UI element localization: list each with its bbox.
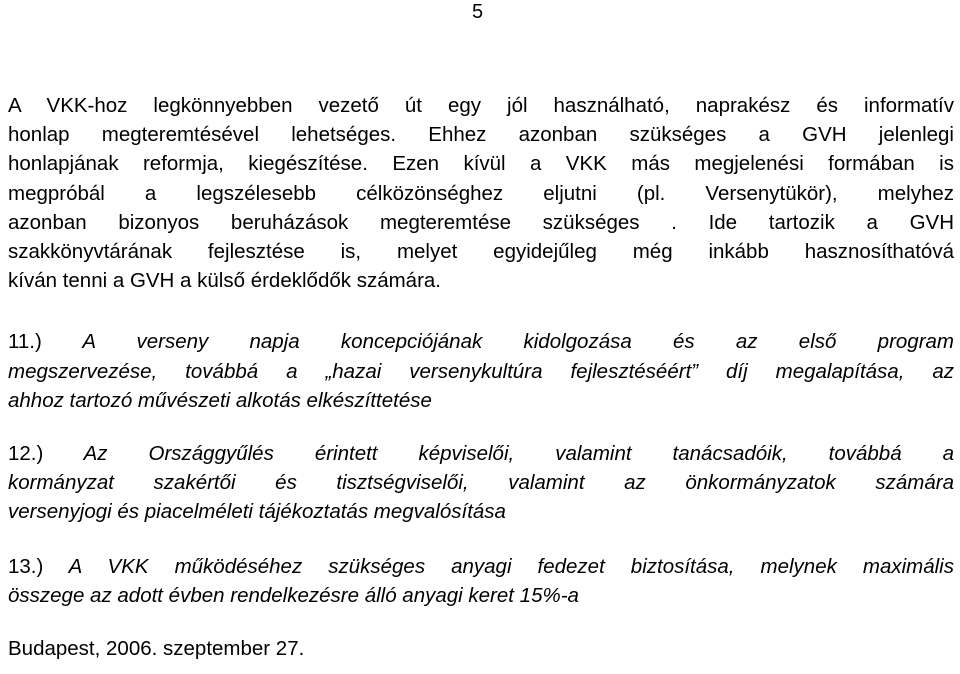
item-13-text: A VKK működéséhez szükséges anyagi fedezet biztosítása, melynek maximális: [68, 554, 954, 578]
item-12-paragraph: [8, 439, 954, 527]
intro-line: A VKK-hoz legkönnyebben vezető út egy jól használható, naprakész és informatív: [8, 94, 954, 117]
intro-line: honlapjának reformja, kiegészítése. Ezen kívül a VKK más megjelenési formában is: [8, 152, 954, 176]
intro-paragraph: [8, 91, 954, 295]
closing-paragraph: [8, 634, 954, 663]
item-13-number: 13.): [8, 554, 44, 578]
intro-line: szakkönyvtárának fejlesztése is, melyet egyidejűleg még inkább hasznosíthatóvá: [8, 240, 954, 264]
item-11-line: ahhoz tartozó művészeti alkotás elkészíttetése: [8, 388, 432, 412]
item-12-line: kormányzat szakértői és tisztségviselői, valamint az önkormányzatok számára: [8, 471, 954, 495]
intro-line: honlap megteremtésével lehetséges. Ehhez azonban szükséges a GVH jelenlegi: [8, 123, 954, 147]
item-13-line: összege az adott évben rendelkezésre álló anyagi keret 15%-a: [8, 583, 579, 607]
intro-line: kíván tenni a GVH a külső érdeklődők számára.: [8, 269, 441, 293]
place-date: Budapest, 2006. szeptember 27.: [8, 637, 305, 661]
intro-line: azonban bizonyos beruházások megteremtése szükséges . Ide tartozik a GVH: [8, 210, 954, 234]
intro-line: megpróbál a legszélesebb célközönséghez eljutni (pl. Versenytükör), melyhez: [8, 181, 954, 205]
item-12-line: versenyjogi és piacelméleti tájékoztatás megvalósítása: [8, 500, 506, 524]
item-12-number: 12.): [8, 442, 44, 466]
item-11-paragraph: [8, 327, 954, 415]
item-11-text: A verseny napja koncepciójának kidolgozása és az első program: [82, 330, 954, 354]
item-13-paragraph: [8, 552, 954, 610]
item-12-line: [8, 439, 954, 468]
item-11-number: 11.): [8, 330, 42, 354]
item-12-text: Az Országgyűlés érintett képviselői, valamint tanácsadóik, továbbá a: [83, 442, 954, 466]
page-number: 5: [472, 1, 484, 23]
item-11-line: megszervezése, továbbá a „hazai versenykultúra fejlesztéséért” díj megalapítása, az: [8, 359, 954, 383]
item-11-line: [8, 327, 954, 356]
item-13-line: [8, 552, 954, 581]
document-body: [8, 91, 954, 663]
